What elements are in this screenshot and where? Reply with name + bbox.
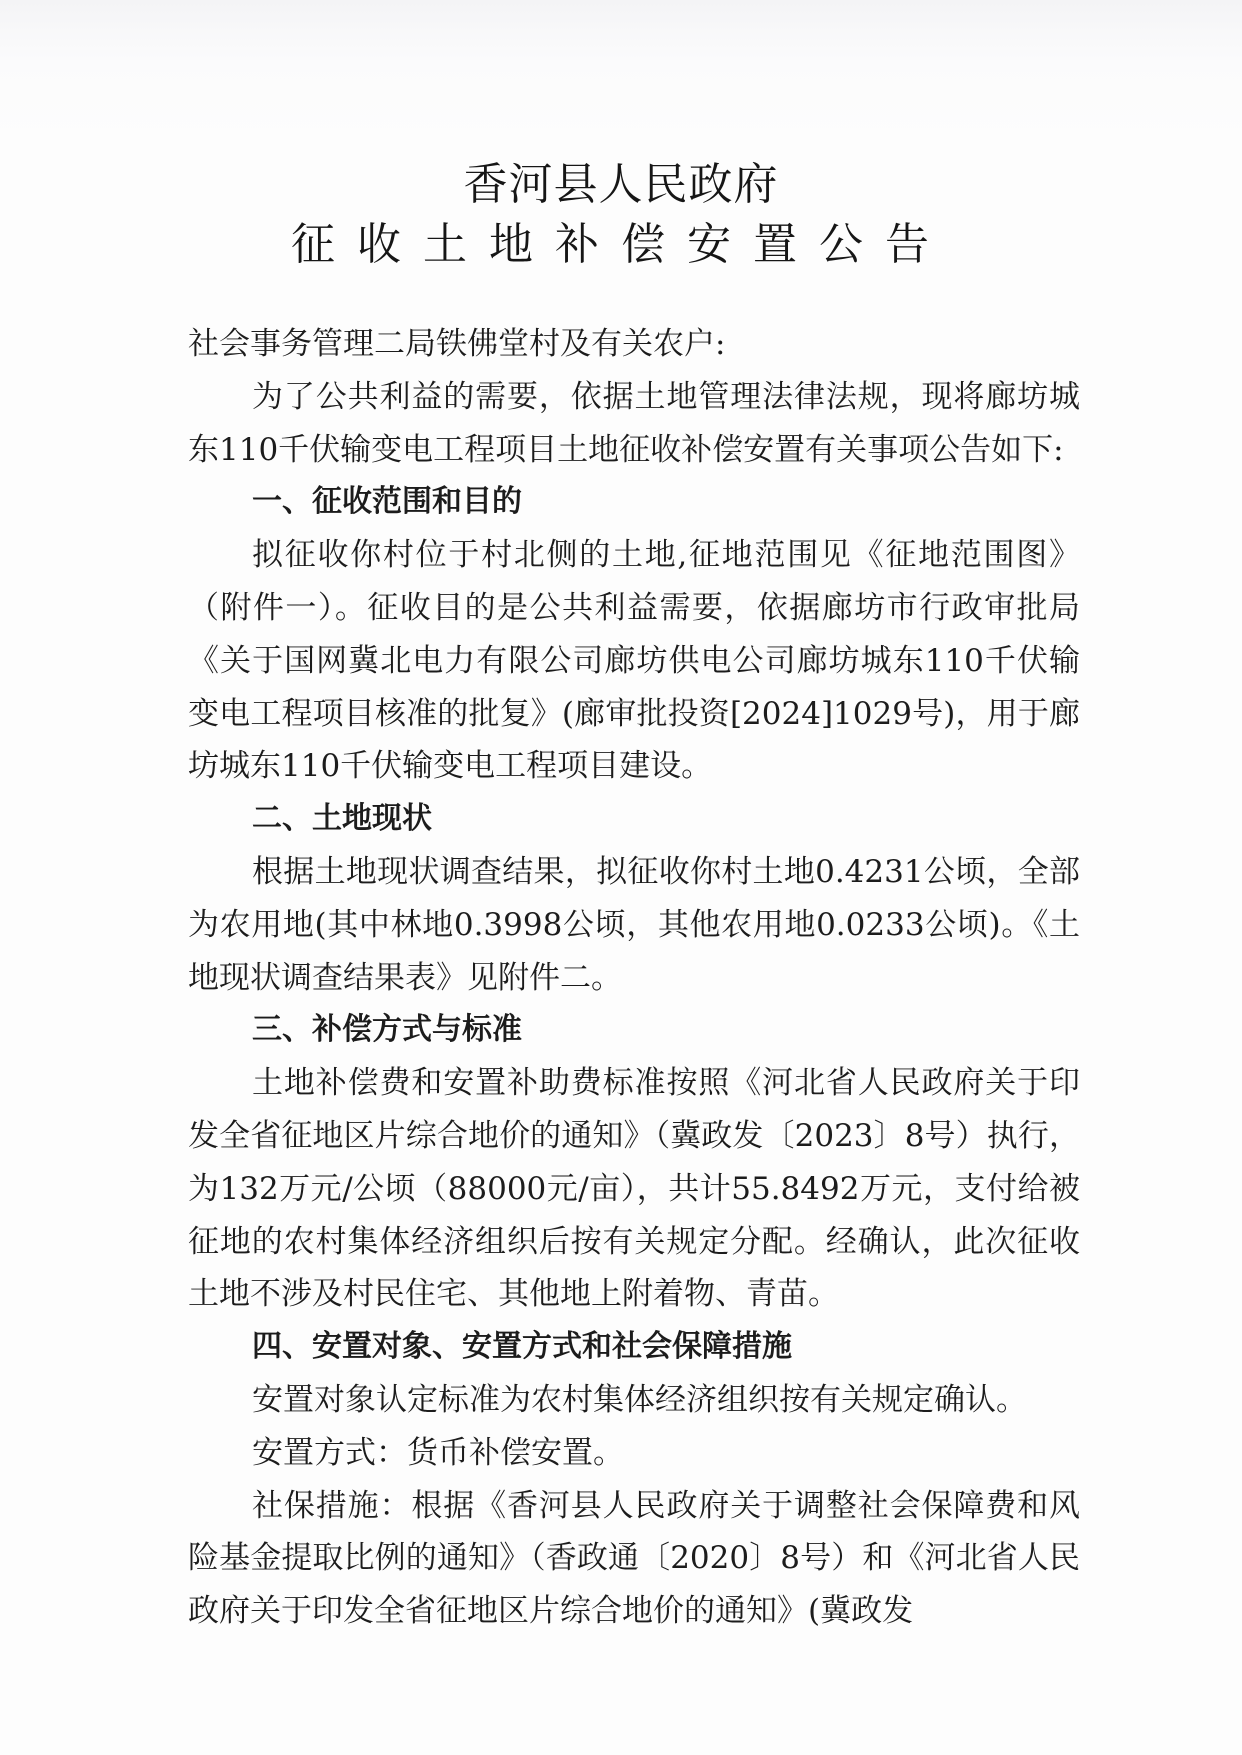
- section-heading-2: 二、土地现状: [252, 801, 432, 837]
- notice-body: [188, 318, 1080, 1638]
- section-3-paragraph: 土地补偿费和安置补助费标准按照《河北省人民政府关于印发全省征地区片综合地价的通知》（冀政发〔2023〕8号）执行，为132万元/公顷（88000元/亩），共计55.8492万元，支付给被征地的农村集体经济组织后按有关规定分配。经确认，此次征收土地不涉及村民住宅、其他地上附着物、青苗。: [188, 1065, 1080, 1313]
- section-4-paragraph-3: 社保措施：根据《香河县人民政府关于调整社会保障费和风险基金提取比例的通知》（香政通〔2020〕8号）和《河北省人民政府关于印发全省征地区片综合地价的通知》(冀政发: [188, 1487, 1080, 1630]
- section-2-paragraph: 根据土地现状调查结果，拟征收你村土地0.4231公顷，全部为农用地(其中林地0.3998公顷，其他农用地0.0233公顷)。《土地现状调查结果表》见附件二。: [188, 853, 1080, 996]
- title-line-1: 香河县人民政府: [463, 159, 779, 210]
- section-heading-1: 一、征收范围和目的: [252, 484, 522, 520]
- title-line-2: 征收土地补偿安置公告: [291, 219, 951, 270]
- intro-paragraph: 为了公共利益的需要，依据土地管理法律法规，现将廊坊城东110千伏输变电工程项目土地征收补偿安置有关事项公告如下:: [188, 378, 1080, 468]
- addressee: 社会事务管理二局铁佛堂村及有关农户:: [188, 326, 726, 362]
- section-4-paragraph-2: 安置方式：货币补偿安置。: [252, 1434, 624, 1471]
- section-heading-3: 三、补偿方式与标准: [252, 1012, 522, 1048]
- section-4-paragraph-1: 安置对象认定标准为农村集体经济组织按有关规定确认。: [252, 1381, 1027, 1418]
- section-heading-4: 四、安置对象、安置方式和社会保障措施: [252, 1329, 792, 1365]
- section-1-paragraph: 拟征收你村位于村北侧的土地,征地范围见《征地范围图》（附件一）。征收目的是公共利益需要，依据廊坊市行政审批局《关于国网冀北电力有限公司廊坊供电公司廊坊城东110千伏输变电工程项目核准的批复》(廊审批投资[2024]1029号)，用于廊坊城东110千伏输变电工程项目建设。: [188, 537, 1080, 785]
